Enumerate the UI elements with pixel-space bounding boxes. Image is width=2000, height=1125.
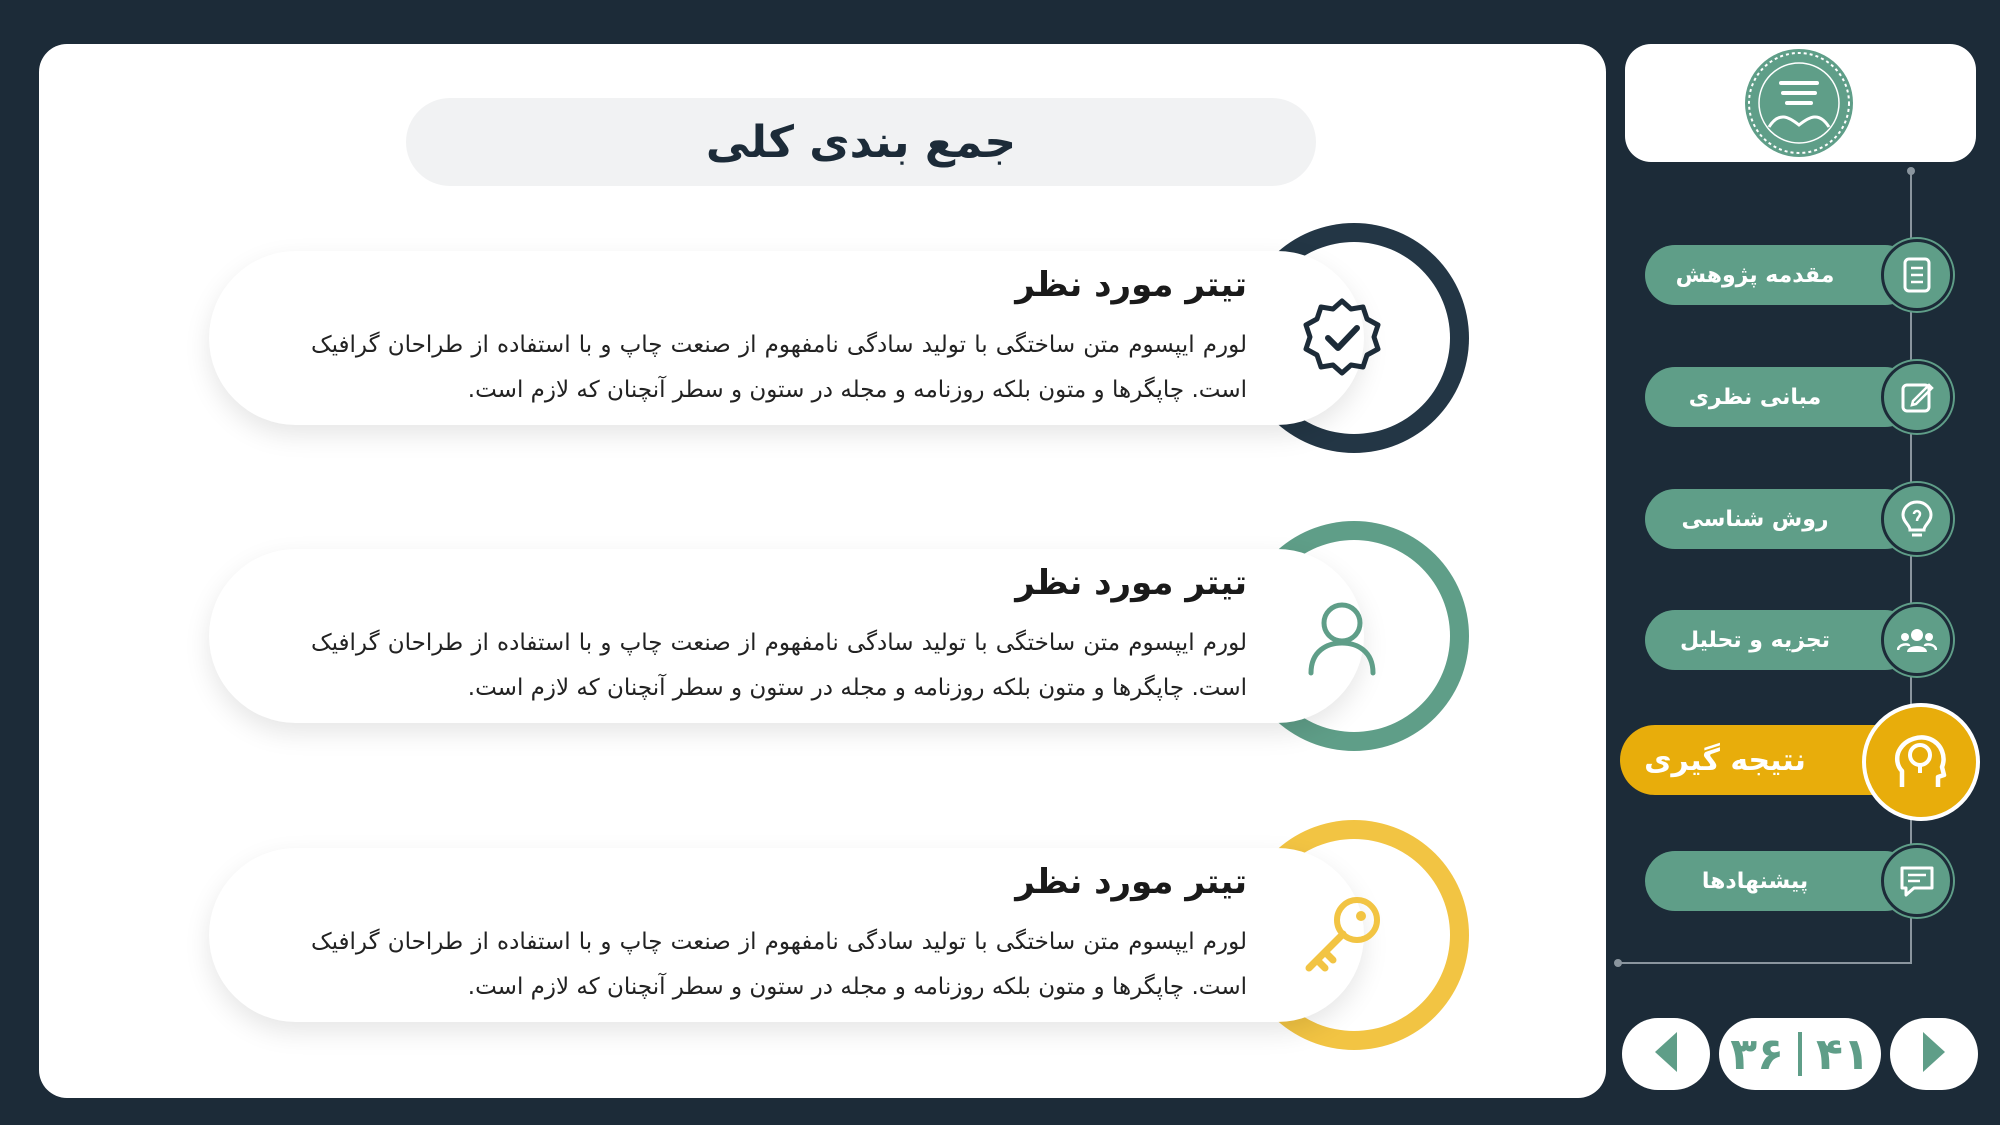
card-heading: تیتر مورد نظر	[1015, 265, 1247, 305]
nav-tree-baseline	[1617, 962, 1912, 964]
logo-box	[1625, 44, 1976, 162]
page-indicator	[1719, 1018, 1881, 1090]
page-divider	[1798, 1032, 1802, 1076]
key-icon	[1299, 892, 1385, 978]
summary-card-2	[209, 521, 1469, 751]
next-page-button[interactable]	[1890, 1018, 1978, 1090]
edit-icon	[1881, 361, 1953, 433]
current-page-number: ۳۶	[1730, 1028, 1784, 1080]
total-pages-number: ۴۱	[1816, 1028, 1870, 1080]
nav-pill[interactable]	[1645, 489, 1915, 549]
team-icon	[1881, 604, 1953, 676]
slide-title-pill	[406, 98, 1316, 186]
document-icon	[1881, 239, 1953, 311]
prev-page-button[interactable]	[1622, 1018, 1710, 1090]
card-description: لورم ایپسوم متن ساختگی با تولید سادگی نامفهوم از صنعت چاپ و با استفاده از طراحان گرافیک است. چاپگرها و متون بلکه روزنامه و مجله در ستون و سطر آنچنان که لازم است.	[311, 630, 1247, 701]
nav-label: مقدمه پژوهش	[1675, 262, 1835, 288]
user-icon	[1299, 593, 1385, 679]
prev-arrow-icon	[1651, 1030, 1681, 1078]
card-heading: تیتر مورد نظر	[1015, 563, 1247, 603]
next-arrow-icon	[1919, 1030, 1949, 1078]
lightbulb-icon	[1881, 483, 1953, 555]
nav-pill[interactable]	[1645, 367, 1915, 427]
nav-label: نتیجه گیری	[1644, 742, 1806, 778]
verified-badge-icon	[1299, 295, 1385, 381]
nav-label: روش شناسی	[1681, 506, 1829, 532]
nav-label: تجزیه و تحلیل	[1679, 627, 1831, 653]
card-description: لورم ایپسوم متن ساختگی با تولید سادگی نامفهوم از صنعت چاپ و با استفاده از طراحان گرافیک است. چاپگرها و متون بلکه روزنامه و مجله در ستون و سطر آنچنان که لازم است.	[311, 929, 1247, 1000]
nav-pill[interactable]	[1645, 851, 1915, 911]
chat-icon	[1881, 845, 1953, 917]
summary-card-1	[209, 223, 1469, 453]
nav-tree-node	[1614, 959, 1622, 967]
head-idea-icon	[1862, 703, 1980, 821]
university-seal-icon	[1743, 47, 1855, 159]
slide-title: جمع بندی کلی	[705, 116, 1017, 168]
nav-pill[interactable]	[1645, 245, 1915, 305]
summary-card-3	[209, 820, 1469, 1050]
nav-label: پیشنهادها	[1701, 868, 1809, 894]
nav-tree-node	[1907, 167, 1915, 175]
nav-pill[interactable]	[1645, 610, 1915, 670]
card-description: لورم ایپسوم متن ساختگی با تولید سادگی نامفهوم از صنعت چاپ و با استفاده از طراحان گرافیک است. چاپگرها و متون بلکه روزنامه و مجله در ستون و سطر آنچنان که لازم است.	[311, 332, 1247, 403]
nav-label: مبانی نظری	[1688, 384, 1822, 410]
slide-content-panel	[39, 44, 1606, 1098]
card-heading: تیتر مورد نظر	[1015, 862, 1247, 902]
